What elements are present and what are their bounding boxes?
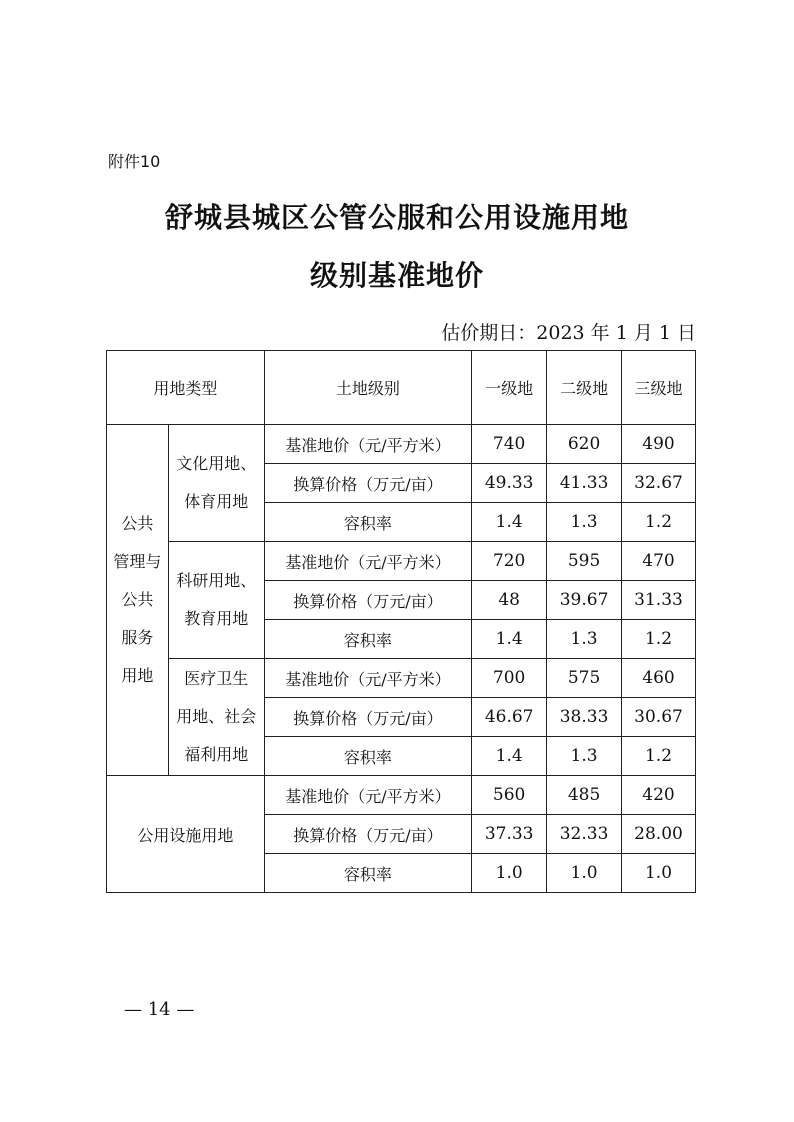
- table-row: [107, 425, 696, 464]
- subgroup2-name: 科研用地、 教育用地: [168, 542, 264, 659]
- row-label: 换算价格（万元/亩）: [264, 464, 472, 503]
- cell-value: 620: [547, 425, 622, 464]
- cell-value: 38.33: [547, 698, 622, 737]
- row-label: 基准地价（元/平方米）: [264, 776, 472, 815]
- cell-value: 48: [472, 581, 547, 620]
- cell-value: 1.4: [472, 737, 547, 776]
- cell-value: 39.67: [547, 581, 622, 620]
- cell-value: 720: [472, 542, 547, 581]
- cell-value: 32.67: [622, 464, 696, 503]
- group2-name: 公用设施用地: [107, 776, 265, 893]
- page-number: — 14 —: [124, 999, 195, 1020]
- table-row: [107, 776, 696, 815]
- cell-value: 485: [547, 776, 622, 815]
- table-row: [107, 542, 696, 581]
- row-label: 容积率: [264, 620, 472, 659]
- header-row: [107, 351, 696, 425]
- row-label: 容积率: [264, 854, 472, 893]
- cell-value: 1.3: [547, 503, 622, 542]
- document-title-line2: 级别基准地价: [309, 259, 484, 292]
- row-label: 换算价格（万元/亩）: [264, 815, 472, 854]
- cell-value: 28.00: [622, 815, 696, 854]
- cell-value: 1.2: [622, 620, 696, 659]
- subgroup3-name: 医疗卫生 用地、社会 福利用地: [168, 659, 264, 776]
- cell-value: 1.2: [622, 737, 696, 776]
- cell-value: 1.0: [547, 854, 622, 893]
- cell-value: 41.33: [547, 464, 622, 503]
- cell-value: 1.4: [472, 503, 547, 542]
- cell-value: 1.3: [547, 620, 622, 659]
- cell-value: 1.0: [472, 854, 547, 893]
- header-grade2: 二级地: [547, 351, 622, 425]
- cell-value: 595: [547, 542, 622, 581]
- row-label: 容积率: [264, 737, 472, 776]
- group1-name: 公共 管理与 公共 服务 用地: [107, 425, 169, 776]
- header-land-type: 用地类型: [107, 351, 265, 425]
- row-label: 换算价格（万元/亩）: [264, 581, 472, 620]
- cell-value: 470: [622, 542, 696, 581]
- table-row: [107, 659, 696, 698]
- subgroup1-name: 文化用地、 体育用地: [168, 425, 264, 542]
- header-grade1: 一级地: [472, 351, 547, 425]
- land-price-table: [106, 350, 696, 893]
- cell-value: 32.33: [547, 815, 622, 854]
- header-land-grade: 土地级别: [264, 351, 472, 425]
- cell-value: 37.33: [472, 815, 547, 854]
- cell-value: 30.67: [622, 698, 696, 737]
- cell-value: 1.2: [622, 503, 696, 542]
- annex-label: 附件10: [108, 152, 161, 171]
- cell-value: 740: [472, 425, 547, 464]
- row-label: 基准地价（元/平方米）: [264, 425, 472, 464]
- cell-value: 1.4: [472, 620, 547, 659]
- cell-value: 560: [472, 776, 547, 815]
- row-label: 基准地价（元/平方米）: [264, 542, 472, 581]
- row-label: 换算价格（万元/亩）: [264, 698, 472, 737]
- row-label: 基准地价（元/平方米）: [264, 659, 472, 698]
- cell-value: 700: [472, 659, 547, 698]
- cell-value: 46.67: [472, 698, 547, 737]
- cell-value: 31.33: [622, 581, 696, 620]
- valuation-date: 估价期日：2023 年 1 月 1 日: [441, 322, 696, 344]
- cell-value: 1.0: [622, 854, 696, 893]
- cell-value: 1.3: [547, 737, 622, 776]
- row-label: 容积率: [264, 503, 472, 542]
- cell-value: 460: [622, 659, 696, 698]
- header-grade3: 三级地: [622, 351, 696, 425]
- cell-value: 490: [622, 425, 696, 464]
- cell-value: 575: [547, 659, 622, 698]
- cell-value: 49.33: [472, 464, 547, 503]
- document-title-line1: 舒城县城区公管公服和公用设施用地: [164, 201, 629, 234]
- cell-value: 420: [622, 776, 696, 815]
